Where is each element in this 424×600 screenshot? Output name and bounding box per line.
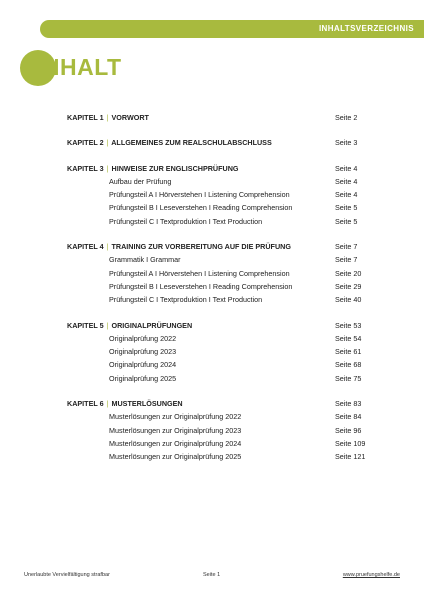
subentry-label: Prüfungsteil C I Textproduktion I Text Production [109, 216, 263, 226]
chapter-title: ALLGEMEINES ZUM REALSCHULABSCHLUSS [111, 138, 272, 148]
toc-chapter-heading[interactable] [67, 240, 360, 253]
toc-chapter-heading[interactable] [67, 397, 360, 410]
chapter-number: KAPITEL 4 [67, 242, 104, 252]
chapter-number: KAPITEL 5 [67, 320, 104, 330]
subentry-label: Prüfungsteil A I Hörverstehen I Listening Comprehension [109, 190, 290, 200]
subentry-page-number: Seite 7 [335, 255, 358, 265]
toc-subentry[interactable] [67, 201, 360, 214]
chapter-separator: | [106, 113, 109, 122]
chapter-title: HINWEISE ZUR ENGLISCHPRÜFUNG [111, 163, 239, 173]
toc-subentry[interactable] [67, 437, 366, 450]
toc-subentry[interactable] [67, 175, 360, 188]
toc-subentry[interactable] [67, 293, 360, 306]
subentry-label: Musterlösungen zur Originalprüfung 2024 [109, 438, 242, 448]
toc-chapter [67, 397, 366, 463]
subentry-page-number: Seite 29 [335, 281, 362, 291]
chapter-separator: | [106, 163, 109, 173]
chapter-title: TRAINING ZUR VORBEREITUNG AUF DIE PRÜFUNG [111, 242, 291, 252]
subentry-page-number: Seite 75 [335, 373, 362, 383]
toc-subentry[interactable] [67, 267, 360, 280]
chapter-page-number: Seite 83 [335, 399, 362, 409]
subentry-label: Originalprüfung 2023 [109, 347, 177, 357]
toc-subentry[interactable] [67, 358, 360, 371]
chapter-title: MUSTERLÖSUNGEN [111, 399, 183, 409]
toc-chapter-heading[interactable] [67, 136, 360, 149]
toc-subentry[interactable] [67, 332, 360, 345]
subentry-label: Originalprüfung 2025 [109, 373, 177, 383]
chapter-title: VORWORT [111, 113, 149, 122]
chapter-page-number: Seite 3 [335, 138, 358, 148]
chapter-separator: | [106, 138, 109, 148]
subentry-label: Musterlösungen zur Originalprüfung 2022 [109, 412, 242, 422]
subentry-label: Prüfungsteil A I Hörverstehen I Listening Comprehension [109, 268, 290, 278]
chapter-page-number: Seite 53 [335, 320, 362, 330]
subentry-page-number: Seite 54 [335, 333, 362, 343]
toc-subentry[interactable] [67, 345, 360, 358]
chapter-label [67, 111, 149, 124]
subentry-page-number: Seite 5 [335, 203, 358, 213]
header-bar [40, 20, 424, 38]
subentry-page-number: Seite 96 [335, 425, 362, 435]
toc-chapter [67, 240, 360, 306]
subentry-page-number: Seite 121 [335, 452, 366, 462]
chapter-title: ORIGINALPRÜFUNGEN [111, 320, 193, 330]
chapter-separator: | [106, 399, 109, 409]
subentry-page-number: Seite 109 [335, 438, 366, 448]
subentry-label: Originalprüfung 2024 [109, 360, 177, 370]
table-of-contents [67, 111, 366, 476]
toc-chapter [67, 136, 360, 149]
subentry-page-number: Seite 4 [335, 190, 358, 200]
toc-subentry[interactable] [67, 424, 360, 437]
footer [0, 572, 424, 584]
subentry-label: Grammatik I Grammar [109, 255, 181, 265]
section-label: INHALTSVERZEICHNIS [318, 24, 414, 33]
toc-chapter [67, 111, 360, 124]
toc-chapter-heading[interactable] [67, 319, 360, 332]
page-title: INHALT [36, 54, 122, 80]
subentry-page-number: Seite 5 [335, 216, 358, 226]
toc-subentry[interactable] [67, 410, 360, 423]
chapter-number: KAPITEL 6 [67, 399, 104, 409]
subentry-label: Prüfungsteil C I Textproduktion I Text Production [109, 295, 263, 305]
subentry-page-number: Seite 4 [335, 176, 358, 186]
footer-website-link[interactable]: www.pruefungshelfe.de [342, 572, 400, 578]
subentry-page-number: Seite 61 [335, 347, 362, 357]
footer-copyright: Unerlaubte Vervielfältigung strafbar [24, 572, 110, 578]
chapter-number: KAPITEL 3 [67, 163, 104, 173]
toc-subentry[interactable] [67, 215, 360, 228]
chapter-page-number: Seite 7 [335, 242, 358, 252]
subentry-page-number: Seite 68 [335, 360, 362, 370]
subentry-page-number: Seite 40 [335, 295, 362, 305]
chapter-separator: | [106, 242, 109, 252]
subentry-label: Prüfungsteil B I Leseverstehen I Reading Comprehension [109, 281, 293, 291]
chapter-page-number: Seite 2 [335, 113, 358, 122]
toc-subentry[interactable] [67, 280, 360, 293]
toc-subentry[interactable] [67, 450, 366, 463]
toc-subentry[interactable] [67, 253, 360, 266]
subentry-page-number: Seite 20 [335, 268, 362, 278]
chapter-page-number: Seite 4 [335, 163, 358, 173]
toc-chapter [67, 319, 360, 385]
chapter-number: KAPITEL 1 [67, 113, 104, 122]
chapter-separator: | [106, 320, 109, 330]
toc-subentry[interactable] [67, 372, 360, 385]
subentry-label: Musterlösungen zur Originalprüfung 2025 [109, 452, 242, 462]
chapter-label [67, 162, 238, 175]
subentry-label: Prüfungsteil B I Leseverstehen I Reading Comprehension [109, 203, 293, 213]
chapter-label [67, 397, 183, 410]
chapter-label [67, 136, 272, 149]
toc-subentry[interactable] [67, 188, 360, 201]
chapter-label [67, 240, 291, 253]
toc-chapter [67, 162, 360, 228]
subentry-page-number: Seite 84 [335, 412, 362, 422]
toc-chapter-heading[interactable] [67, 111, 360, 124]
toc-chapter-heading[interactable] [67, 162, 360, 175]
subentry-label: Aufbau der Prüfung [109, 176, 172, 186]
chapter-label [67, 319, 192, 332]
subentry-label: Originalprüfung 2022 [109, 333, 177, 343]
footer-page-number: Seite 1 [203, 572, 221, 578]
chapter-number: KAPITEL 2 [67, 138, 104, 148]
subentry-label: Musterlösungen zur Originalprüfung 2023 [109, 425, 242, 435]
